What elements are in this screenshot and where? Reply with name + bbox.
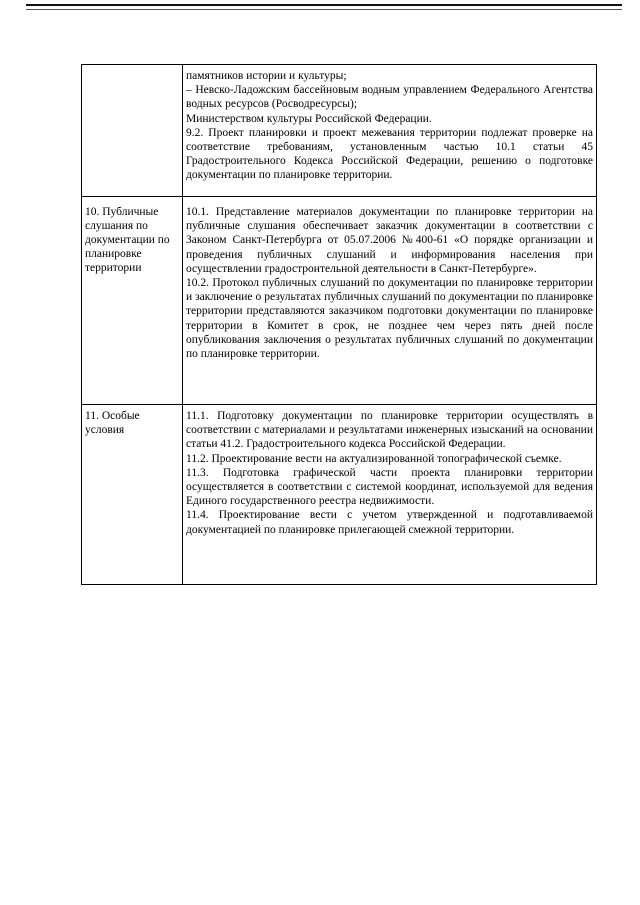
terms-table: [81, 64, 597, 585]
paragraph: 11.3. Подготовка графической части проекта планировки территории осуществляется в соответствии с системой координат, используемой для ведения Единого государственного реестра недвижимости.: [186, 466, 593, 508]
paragraph: 11.1. Подготовку документации по планировке территории осуществлять в соответствии с материалами и результатами инженерных изысканий на основании статьи 41.2. Градостроительного кодекса Российской Федерации.: [186, 410, 593, 451]
paragraph: 10.1. Представление материалов документации по планировке территории на публичные слушания обеспечивает заказчик документации в соответствии с Законом Санкт-Петербурга от 05.07.2006 №400-61 «О порядке организации и проведения публичных слушаний и информирования населения при осуществлении градостроительной деятельности в Санкт-Петербурге».: [186, 206, 593, 275]
scan-top-rule: [26, 4, 622, 6]
row-label: [82, 65, 183, 197]
row-label: 10. Публичные слушания по документации по планировке территории: [82, 197, 183, 405]
scan-top-rule-thin: [26, 9, 622, 10]
table-row: [82, 197, 597, 405]
table-row: [82, 65, 597, 197]
paragraph: 10.2. Протокол публичных слушаний по документации по планировке территории и заключение о результатах публичных слушаний по документации по планировке территории представляются заказчиком подготовки документации по планировке территории в Комитет в срок, не позднее чем через пять дней после опубликования заключения о результатах публичных слушаний по документации по планировке территории.: [186, 277, 593, 361]
table-row: [82, 405, 597, 585]
paragraph: памятников истории и культуры;: [186, 70, 347, 82]
row-content: [183, 405, 597, 585]
row-content: [183, 197, 597, 405]
paragraph: Министерством культуры Российской Федерации.: [186, 112, 432, 125]
row-content: [183, 65, 597, 197]
row-label: 11. Особые условия: [82, 405, 183, 585]
paragraph: – Невско-Ладожским бассейновым водным управлением Федерального Агентства водных ресурсов (Росводресурсы);: [186, 84, 593, 111]
paragraph: 11.4. Проектирование вести с учетом утвержденной и подготавливаемой документацией по планировке прилегающей смежной территории.: [186, 509, 593, 536]
paragraph: 11.2. Проектирование вести на актуализированной топографической съемке.: [186, 452, 562, 465]
paragraph: 9.2. Проект планировки и проект межевания территории подлежат проверке на соответствие требованиям, установленным частью 10.1 статьи 45 Градостроительного Кодекса Российской Федерации, решению о подготовке документации по планировке территории.: [186, 126, 593, 182]
